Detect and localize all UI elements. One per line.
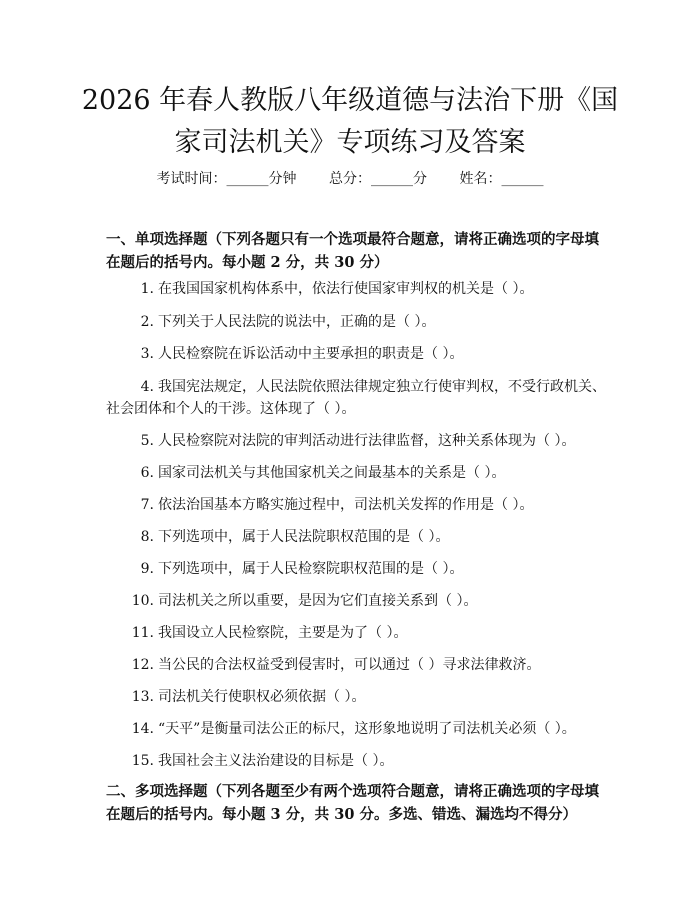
question-item bbox=[106, 343, 606, 365]
question-number: 2. bbox=[140, 314, 154, 330]
question-item bbox=[106, 278, 606, 300]
question-number: 5. bbox=[140, 433, 154, 449]
question-item bbox=[106, 526, 606, 548]
question-item bbox=[106, 686, 606, 708]
question-text: 我国宪法规定，人民法院依照法律规定独立行使审判权，不受行政机关、社会团体和个人的干涉。这体现了（ ）。 bbox=[106, 379, 606, 417]
question-text: 下列选项中，属于人民检察院职权范围的是（ ）。 bbox=[158, 561, 464, 577]
question-item bbox=[106, 750, 606, 772]
exam-meta bbox=[0, 168, 700, 188]
question-item bbox=[106, 462, 606, 484]
section-heading-1: 一、单项选择题（下列各题只有一个选项最符合题意，请将正确选项的字母填在题后的括号内。每小题 2 分，共 30 分） bbox=[106, 231, 599, 271]
document-title bbox=[0, 80, 700, 164]
question-text: 人民检察院对法院的审判活动进行法律监督，这种关系体现为（ ）。 bbox=[158, 433, 576, 449]
question-text: “天平”是衡量司法公正的标尺，这形象地说明了司法机关必须（ ）。 bbox=[158, 721, 576, 737]
question-text: 司法机关之所以重要，是因为它们直接关系到（ ）。 bbox=[158, 593, 478, 609]
question-number: 15. bbox=[131, 753, 154, 769]
question-item bbox=[106, 590, 606, 612]
question-text: 我国设立人民检察院，主要是为了（ ）。 bbox=[158, 625, 408, 641]
question-text: 依法治国基本方略实施过程中，司法机关发挥的作用是（ ）。 bbox=[158, 497, 534, 513]
question-item bbox=[106, 494, 606, 516]
question-number: 13. bbox=[131, 689, 154, 705]
question-text: 我国社会主义法治建设的目标是（ ）。 bbox=[158, 753, 394, 769]
question-number: 1. bbox=[140, 281, 154, 297]
question-number: 9. bbox=[140, 561, 154, 577]
title-line-1: 2026 年春人教版八年级道德与法治下册《国 bbox=[81, 85, 619, 116]
exam-time: 考试时间：______分钟 bbox=[156, 171, 297, 187]
question-text: 人民检察院在诉讼活动中主要承担的职责是（ ）。 bbox=[158, 346, 464, 362]
question-number: 6. bbox=[140, 465, 154, 481]
question-text: 下列选项中，属于人民法院职权范围的是（ ）。 bbox=[158, 529, 450, 545]
title-line-2: 家司法机关》专项练习及答案 bbox=[174, 127, 526, 158]
question-item bbox=[106, 430, 606, 452]
question-number: 7. bbox=[140, 497, 154, 513]
student-name: 姓名：______ bbox=[459, 171, 544, 187]
question-text: 国家司法机关与其他国家机关之间最基本的关系是（ ）。 bbox=[158, 465, 506, 481]
section-heading-2: 二、多项选择题（下列各题至少有两个选项符合题意，请将正确选项的字母填在题后的括号内。每小题 3 分，共 30 分。多选、错选、漏选均不得分） bbox=[106, 783, 599, 823]
question-item bbox=[106, 622, 606, 644]
question-item bbox=[106, 376, 606, 420]
question-number: 14. bbox=[131, 721, 154, 737]
question-number: 4. bbox=[140, 379, 154, 395]
question-number: 11. bbox=[131, 625, 154, 641]
question-item bbox=[106, 311, 606, 333]
question-number: 12. bbox=[131, 657, 154, 673]
question-number: 10. bbox=[131, 593, 154, 609]
question-number: 3. bbox=[140, 346, 154, 362]
question-item bbox=[106, 654, 606, 676]
question-text: 当公民的合法权益受到侵害时，可以通过（ ）寻求法律救济。 bbox=[158, 657, 541, 673]
question-text: 司法机关行使职权必须依据（ ）。 bbox=[158, 689, 366, 705]
question-text: 在我国国家机构体系中，依法行使国家审判权的机关是（ ）。 bbox=[158, 281, 534, 297]
total-score: 总分：______分 bbox=[329, 171, 427, 187]
question-number: 8. bbox=[140, 529, 154, 545]
question-text: 下列关于人民法院的说法中，正确的是（ ）。 bbox=[158, 314, 436, 330]
question-item bbox=[106, 718, 606, 740]
question-item bbox=[106, 558, 606, 580]
